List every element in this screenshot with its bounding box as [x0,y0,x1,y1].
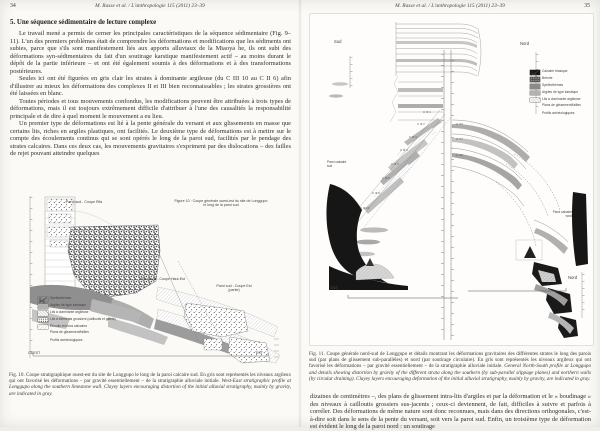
stratum-label: C III 4 [400,148,408,152]
figure-11-drawing [310,14,593,345]
stratum-label: C II 7 [456,137,463,141]
page-gutter [298,0,302,427]
legend-label: Plans de glissement/failles [50,330,89,335]
figure11-label-paroi-sud: Paroi calcaire sud [327,160,347,168]
figure10-title-line1: Figure 10 : Coupe générale ouest-est du site de Longgupo [174,199,268,203]
figure11-label-paroi-nord: Paroi calcaire nord [552,210,572,218]
legend-label: Spéléothèmes [542,82,564,87]
legend-item [38,318,118,323]
figure11-label-nord-bottom: Nord [568,275,578,280]
legend-item [530,104,592,110]
breccia-swatch [530,77,540,81]
legend-item [530,84,592,89]
legend-item [38,311,118,316]
figure10-caption-english: West-East stratigraphic profile at Longgupo along the southern limestone wall. Clayey layers encouraging distortion of the initial alluvial stratigraphy, mainly by gravity, are indicated in gray. [9,378,291,397]
legend-label: Brèche [542,75,553,80]
speleothem-swatch [530,84,540,88]
stratum-label: C III 2 [417,122,425,126]
karst-clay-swatch [38,304,48,308]
legend-label: Plans de glissement/failles [542,103,581,108]
figure-11-cross-section [310,14,593,345]
figure10-caption [9,372,291,397]
stratum-label: C III 10 [360,206,370,210]
running-head-left: M. Rasse et al. / L'anthropologie 115 (2011) 23–39 [95,3,205,9]
figure11-label-sud-bottom: Sud [330,285,338,290]
legend-item [38,325,118,330]
slip-plane-icon [530,104,540,110]
body-text-left [10,30,291,158]
legend-label: Profils archéologiques [50,338,83,343]
paragraph: Seules ici ont été figurées en gris clair les strates à dominante argileuse (du C III 10 au C II 6) afin d'illustrer au mieux les déformations des complexes II et III bien reconnaissables ; les strates grossières ont été laissées en blanc. [10,75,291,97]
body-text-right [310,393,591,431]
archaeological-profile-icon [38,339,48,345]
coarse-beds-swatch [38,318,48,322]
karst-clay-swatch [530,91,540,95]
page-34 [0,0,300,427]
legend-item [38,331,118,337]
legend-label: Calcaire triasique [542,69,568,73]
figure11-caption-french: Fig. 11. Coupe générale nord-sud de Longgupo et détails montrant les déformations gravitaires des différentes strates le long des parois sud (par plans de glissement sub-parallèles) et nord (par soutirage circulaire). En gris sont représentés les niveaux argileux qui ont favorisé les déformations – par gravité essentiellement – de la stratigraphie alluviale initiale. [309,351,591,370]
paragraph: dizaines de centimètres –, des plans de glissement intra-lits d'argiles et par la déformation et le « boudinage » des niveaux à cailloutis grossiers sus-jacents ; ceux-ci deviennent, de fait, difficiles à suivre et parfois à corréler. Des déformations de même nature sont donc reconnues, mais dans des directions orthogonales, c'est-à-dire soit dans le sens de la pente du versant, soit vers la paroi sud. Enfin, un troisième type de déformation est évident le long de la paroi nord : un soutirage [310,393,591,430]
clayey-beds-swatch [38,311,48,315]
legend-item [38,304,118,309]
legend-item [530,112,592,118]
stratum-label: C III 3 [409,135,417,139]
legend-label: Profils archéologiques [542,111,575,116]
figure10-legend [38,297,118,348]
legend-item [530,91,592,96]
legend-label: Argiles de type karstique [542,89,579,94]
figure-10-cross-section [8,191,293,369]
paragraph: Toutes périodes et tous mouvements confondus, les modifications peuvent être attribuées à trois types de déformations, mais il est toujours extrêmement difficile d'attribuer à l'une des causalités la responsabilité principale et de dire à quel moment le mouvement a eu lieu. [10,97,291,120]
legend-item [38,297,118,302]
stratum-label: C III 5 [391,162,399,166]
legend-label: Spéléothèmes [50,296,72,300]
figure10-label-coupe-est [206,284,262,292]
section-heading: 5. Une séquence sédimentaire de lecture complexe [10,19,157,26]
figure10-label-coupe-haut-est: Paroi sud - Coupe Haut-Est [141,277,185,281]
figure11-legend [530,70,592,121]
stratum-label: C II 6 [456,122,463,126]
stratum-label: C III 1 [423,110,431,114]
legend-label: Éboulis et blocs calcaires [50,323,88,328]
legend-item [38,339,118,345]
page-number-right: 35 [584,3,590,9]
page-number-left: 34 [10,3,16,9]
figure10-label-coupe-est-line1: Paroi sud - Coupe Est [216,284,252,288]
stratum-label: C III 6 [382,176,390,180]
figure10-label-coupe-r6s: Paroi sud - Coupe R6s [66,200,103,204]
legend-item [530,77,592,82]
stratum-label: C II 8 [456,153,463,157]
figure11-caption [309,351,591,382]
paragraph: Un premier type de déformations est lié à la pente générale du versant et aux glissements en masse que certains lits, riches en argiles plastiques, ont facilités. Le deuxième type de déformations est à mettre sur le compte des écoulements continus qui se sont opérés le long de la paroi sud, facilités par le pendage des strates calcaires. Dans ces deux cas, les mouvements gravitaires s'expriment par des dislocations – des failles de rejet pouvant atteindre quelques [10,120,291,157]
slip-plane-icon [38,331,48,337]
figure11-label-nord-top: Nord [520,41,530,46]
figure10-label-est: EST [256,350,263,355]
legend-label: Lits à dominante argileuse [50,309,89,314]
clayey-beds-swatch [530,98,540,102]
figure10-label-ouest: OUEST [28,350,41,355]
running-head-right: M. Rasse et al. / L'anthropologie 115 (2011) 23–39 [395,3,505,9]
figure11-caption-english: General North-South profile at Longgupo and details showing distortion by gravity of the different strata along the southern (by sub-parallel slippage planes) and northern walls (by circular draining). Clayey layers encouraging deformation of the initial alluvial stratigraphy, mainly by gravity, are indicated in gray. [309,363,591,382]
figure10-label-coupe-est-line2: (partie) [228,288,240,293]
legend-item [530,98,592,103]
figure11-label-sud-top: Sud [334,39,342,44]
stratum-label: C III 8 [372,191,380,195]
legend-label: Lits à éléments grossiers (cailloutis et galets) [50,316,116,321]
paragraph: Le travail mené a permis de cerner les principales caractéristiques de la séquence sédimentaire (Fig. 9–11). L'un des premiers problèmes était de comprendre les déformations et modifications que les sédiments ont subies, parce que s'ils sont manifestement liés aux apports alluviaux de la Miaoya he, ils ont subi des déformations syn-sédimentaires du fait d'un soutirage karstique manifestement actif – au moins durant le dépôt de la partie inférieure – et ont été également soumis à des déformations et à des transformations postérieures. [10,30,291,75]
figure10-title-line2: le long de la paroi sud [203,203,239,208]
archaeological-profile-icon [530,112,540,118]
legend-label: Argiles de type karstique [50,302,87,307]
legend-label: Lits à dominante argileuse [542,96,581,101]
page-35 [300,0,600,430]
figure10-caption-french: Fig. 10. Coupe stratigraphique ouest-est du site de Longgupo le long de la paroi calcaire sud. En gris sont représentés les niveaux argileux qui ont favorisé les déformations – par gravité essentiellement – de la stratigraphie alluviale initiale. [9,372,291,385]
scree-swatch [38,325,48,329]
figure10-internal-title [158,199,284,207]
